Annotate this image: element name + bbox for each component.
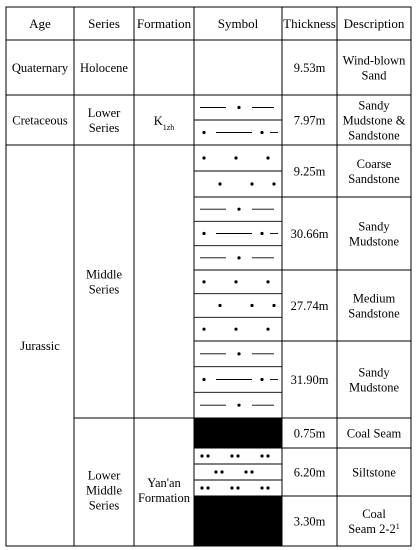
grain-dot [202,378,205,381]
table-border [6,7,411,546]
grain-dot [200,454,203,457]
grain-dot [272,304,275,307]
grain-dot [237,256,240,259]
thickness-value: 27.74m [290,299,329,313]
grain-dot [218,182,221,185]
grain-dot [266,454,269,457]
grain-dot [206,454,209,457]
grain-dot [218,304,221,307]
grain-dot [237,208,240,211]
description-text: Coal Seam $2-2^1$ [348,507,400,536]
grain-dot [236,454,239,457]
grain-dot [237,352,240,355]
grain-dot [260,131,263,134]
grain-dot [234,156,237,159]
description-text: Coarse Sandstone [348,157,400,186]
lithology-symbols [194,106,282,546]
grain-dot [266,328,269,331]
thickness-value: 7.97m [293,113,326,128]
coal-fill [194,418,282,448]
age-quaternary: Quaternary [11,61,69,75]
grain-dot [237,106,240,109]
grain-dot [266,280,269,283]
header-symbol: Symbol [217,16,259,31]
thickness-value: 30.66m [290,227,329,241]
description-text: Medium Sandstone [348,291,400,321]
thickness-value: 6.20m [293,465,326,480]
header-description: Description [343,16,405,31]
grain-dot [230,454,233,457]
grain-dot [202,232,205,235]
thickness-value: 9.25m [293,164,326,179]
thickness-value: 3.30m [293,514,326,529]
header-formation: Formation [136,16,192,31]
thickness-value: 9.53m [293,61,326,75]
description-text: Wind-blown Sand [342,53,406,83]
grain-dot [220,470,223,473]
grain-dot [202,131,205,134]
description-text: Siltstone [352,465,396,480]
description-text: Sandy Mudstone [349,365,399,395]
thickness-value: 0.75m [293,426,326,441]
description-text: Coal Seam [346,426,402,441]
series-label: Lower Series [87,106,121,135]
grain-dot [250,304,253,307]
formation-k1zh: $K_{1zh}$ [153,114,175,132]
grain-dot [214,470,217,473]
grain-dot [260,454,263,457]
series-label: Lower Middle Series [85,468,123,513]
grain-dot [266,486,269,489]
grain-dot [206,486,209,489]
grain-dot [202,156,205,159]
grain-dot [202,328,205,331]
grain-dot [234,280,237,283]
grain-dot [237,404,240,407]
grain-dot [202,280,205,283]
grain-dot [244,470,247,473]
table-text [12,16,406,536]
formation-yanan: Yan'an Formation [137,476,191,505]
coal-fill [194,496,282,546]
header-series: Series [88,16,120,31]
header-age: Age [29,16,51,31]
table-grid [6,7,411,546]
grain-dot [272,182,275,185]
grain-dot [200,486,203,489]
grain-dot [260,378,263,381]
grain-dot [250,470,253,473]
grain-dot [266,156,269,159]
description-text: Sandy Mudstone [349,219,399,249]
description-text: Sandy Mudstone & Sandstone [342,98,406,143]
grain-dot [250,182,253,185]
grain-dot [260,232,263,235]
header-thickness: Thickness [283,16,336,31]
series-label: Middle Series [85,267,123,297]
grain-dot [260,486,263,489]
grain-dot [236,486,239,489]
grain-dot [230,486,233,489]
series-label: Holocene [80,61,128,75]
age-cretaceous: Cretaceous [12,113,68,128]
thickness-value: 31.90m [290,373,329,387]
age-jurassic: Jurassic [20,339,60,353]
grain-dot [234,328,237,331]
